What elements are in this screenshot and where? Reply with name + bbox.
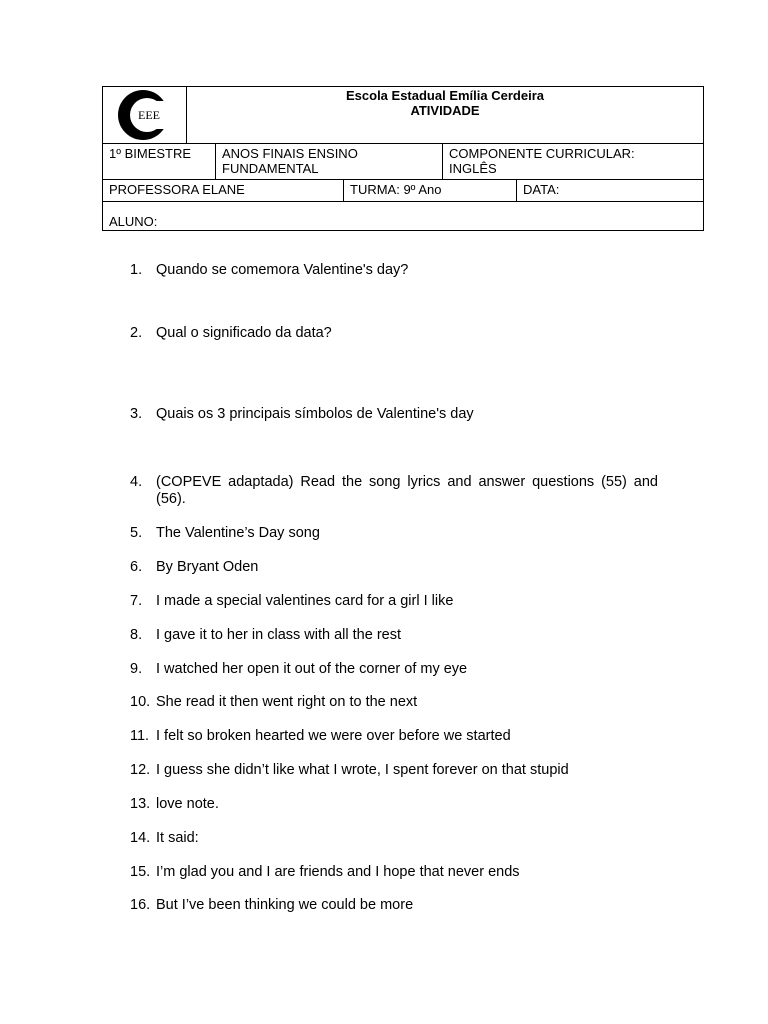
bimestre-cell (103, 144, 216, 179)
school-logo-icon (103, 87, 187, 143)
list-item: 1. Quando se comemora Valentine's day? (130, 262, 409, 278)
data-label: DATA: (523, 182, 560, 197)
header-title (187, 87, 703, 143)
turma: TURMA: 9º Ano (350, 182, 442, 197)
header-title-row (103, 87, 703, 144)
anos-line1: ANOS FINAIS ENSINO (222, 146, 358, 161)
list-item: 3. Quais os 3 principais símbolos de Valentine's day (130, 406, 474, 422)
list-item: 16. But I’ve been thinking we could be more (130, 897, 414, 913)
header-info-row (103, 144, 703, 180)
list-item: 5. The Valentine’s Day song (130, 525, 320, 541)
list-item: 2. Qual o significado da data? (130, 325, 332, 341)
professora-cell (103, 180, 344, 201)
professora: PROFESSORA ELANE (109, 182, 245, 197)
anos-cell (216, 144, 443, 179)
list-item: 10. She read it then went right on to the next (130, 694, 418, 710)
list-item: 11. I felt so broken hearted we were over before we started (130, 728, 511, 744)
list-item: 7. I made a special valentines card for a girl I like (130, 593, 454, 609)
turma-cell (344, 180, 517, 201)
header-table (102, 86, 704, 231)
list-item: 13. love note. (130, 796, 219, 812)
list-item: 4. (COPEVE adaptada) Read the song lyrics and answer questions (55) and (56). (130, 474, 658, 507)
header-class-row (103, 180, 703, 202)
list-item: 15. I’m glad you and I are friends and I hope that never ends (130, 864, 520, 880)
aluno-cell (103, 202, 703, 230)
componente-cell (443, 144, 703, 179)
bimestre: 1º BIMESTRE (109, 146, 192, 161)
list-item: 6. By Bryant Oden (130, 559, 259, 575)
list-item: 12. I guess she didn’t like what I wrote, I spent forever on that stupid (130, 762, 569, 778)
list-item: 8. I gave it to her in class with all the rest (130, 627, 401, 643)
data-cell (517, 180, 703, 201)
activity-title: ATIVIDADE (410, 103, 480, 118)
componente-line1: COMPONENTE CURRICULAR: (449, 146, 635, 161)
header-student-row (103, 202, 703, 230)
logo-text: EEE (138, 108, 160, 122)
list-item: 9. I watched her open it out of the corner of my eye (130, 661, 468, 677)
list-item: 14. It said: (130, 830, 199, 846)
school-name: Escola Estadual Emília Cerdeira (346, 88, 544, 103)
componente-line2: INGLÊS (449, 161, 497, 176)
school-logo (103, 87, 187, 143)
aluno-label: ALUNO: (109, 214, 158, 229)
anos-line2: FUNDAMENTAL (222, 161, 319, 176)
